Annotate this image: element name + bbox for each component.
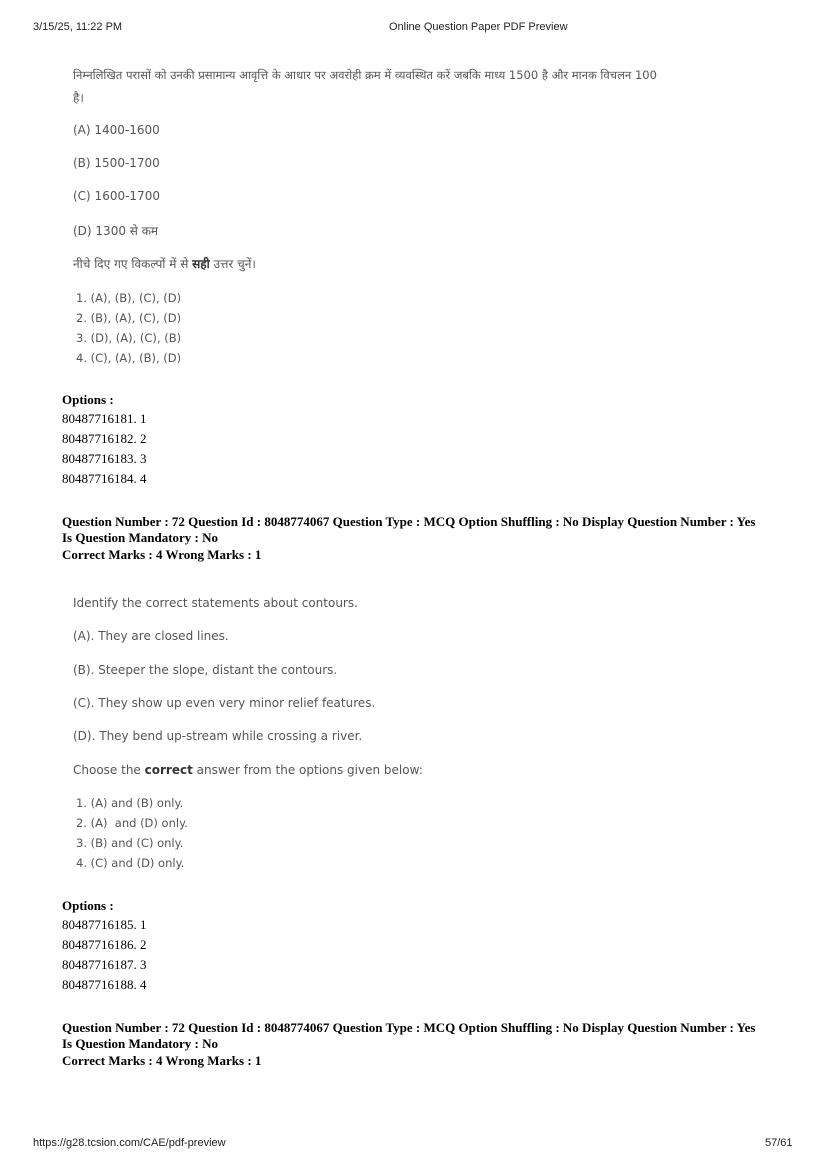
option-1-2: 80487716182. 2 — [62, 431, 147, 446]
question-1-item-a: (A) 1400-1600 — [73, 123, 160, 137]
question-1-answer-3: 3. (D), (A), (C), (B) — [76, 331, 182, 345]
print-datetime: 3/15/25, 11:22 PM — [33, 21, 123, 33]
options-1-label: Options : — [62, 392, 114, 407]
question-2-instruction-bold: correct — [144, 763, 193, 777]
question-2-answer-3: 3. (B) and (C) only. — [76, 836, 184, 850]
option-1-4: 80487716184. 4 — [62, 471, 147, 486]
page-header-title: Online Question Paper PDF Preview — [389, 21, 568, 33]
question-meta-1-line1: Question Number : 72 Question Id : 8048774067 Question Type : MCQ Option Shuffling : No Display Question Number : Yes — [62, 514, 756, 529]
question-2-answer-1: 1. (A) and (B) only. — [76, 796, 184, 810]
question-1-item-d: (D) 1300 से कम — [73, 224, 159, 238]
question-2-item-b: (B). Steeper the slope, distant the contours. — [73, 663, 338, 677]
question-1-instruction-bold: सही — [192, 257, 210, 271]
question-1-answer-2: 2. (B), (A), (C), (D) — [76, 311, 182, 325]
question-1-item-b: (B) 1500-1700 — [73, 156, 160, 170]
question-2-instruction — [73, 763, 423, 777]
question-meta-2-line3: Correct Marks : 4 Wrong Marks : 1 — [62, 1053, 262, 1068]
question-2-instruction-pre: Choose the — [73, 763, 145, 777]
question-1-stem-line1: निम्नलिखित परासों को उनकी प्रसामान्य आवृत्ति के आधार पर अवरोही क्रम में व्यवस्थित करें जबकि माध्य 1500 है और मानक विचलन 100 — [73, 68, 657, 82]
footer-url: https://g28.tcsion.com/CAE/pdf-preview — [33, 1137, 226, 1149]
option-1-1: 80487716181. 1 — [62, 411, 147, 426]
question-1-answer-4: 4. (C), (A), (B), (D) — [76, 351, 182, 365]
question-2-answer-2: 2. (A) and (D) only. — [76, 816, 188, 830]
question-meta-2-line2: Is Question Mandatory : No — [62, 1036, 219, 1051]
question-2-item-d: (D). They bend up-stream while crossing a river. — [73, 729, 363, 743]
question-2-instruction-post: answer from the options given below: — [192, 763, 423, 777]
question-1-instruction — [73, 255, 256, 272]
question-meta-2-line1: Question Number : 72 Question Id : 8048774067 Question Type : MCQ Option Shuffling : No Display Question Number : Yes — [62, 1020, 756, 1035]
question-meta-1-line3: Correct Marks : 4 Wrong Marks : 1 — [62, 547, 262, 562]
option-2-2: 80487716186. 2 — [62, 937, 147, 952]
question-2-stem: Identify the correct statements about contours. — [73, 596, 358, 610]
page-number: 57/61 — [765, 1137, 793, 1149]
option-2-4: 80487716188. 4 — [62, 977, 147, 992]
option-2-1: 80487716185. 1 — [62, 917, 147, 932]
question-1-answer-1: 1. (A), (B), (C), (D) — [76, 291, 182, 305]
question-2-item-c: (C). They show up even very minor relief features. — [73, 696, 376, 710]
question-1-item-c: (C) 1600-1700 — [73, 189, 160, 203]
question-2-item-a: (A). They are closed lines. — [73, 629, 229, 643]
question-1-instruction-post: उत्तर चुनें। — [209, 257, 256, 271]
question-2-answer-4: 4. (C) and (D) only. — [76, 856, 185, 870]
question-meta-1-line2: Is Question Mandatory : No — [62, 530, 219, 545]
option-1-3: 80487716183. 3 — [62, 451, 147, 466]
question-1-stem-line2: है। — [73, 91, 84, 105]
option-2-3: 80487716187. 3 — [62, 957, 147, 972]
question-1-instruction-pre: नीचे दिए गए विकल्पों में से — [73, 257, 193, 271]
options-2-label: Options : — [62, 898, 114, 913]
